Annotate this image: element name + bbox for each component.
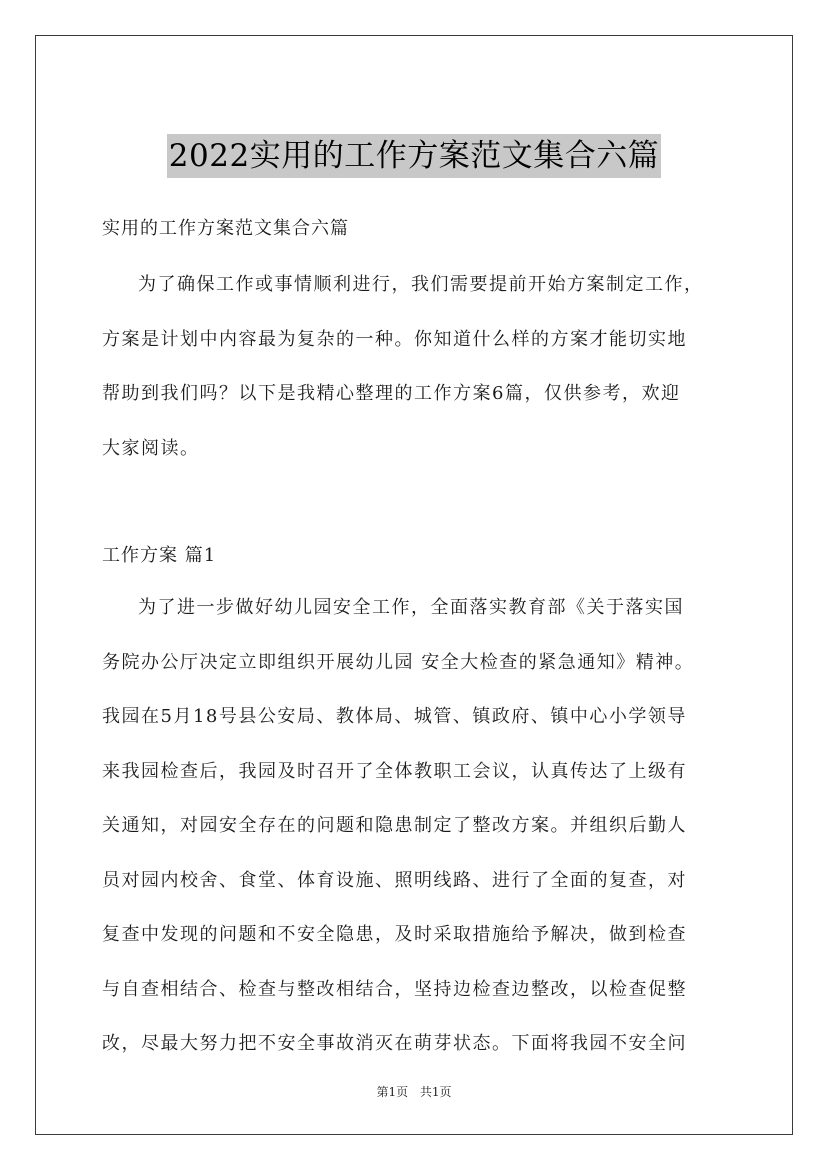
section-line: 我园在5月18号县公安局、教体局、城管、镇政府、镇中心小学领导 <box>102 706 687 727</box>
title-container <box>36 134 792 178</box>
section-paragraph <box>102 581 742 1072</box>
document-title: 2022实用的工作方案范文集合六篇 <box>167 134 661 178</box>
document-subtitle: 实用的工作方案范文集合六篇 <box>102 218 349 239</box>
section-line: 务院办公厅决定立即组织开展幼儿园 安全大检查的紧急通知》精神。 <box>102 651 695 673</box>
section-line: 来我园检查后，我园及时召开了全体教职工会议，认真传达了上级有 <box>102 760 687 782</box>
intro-line: 大家阅读。 <box>102 437 200 459</box>
page-number-current: 第1页 <box>376 1085 409 1099</box>
intro-paragraph <box>102 258 742 476</box>
section-line: 复查中发现的问题和不安全隐患，及时采取措施给予解决，做到检查 <box>102 924 687 945</box>
section-line: 为了进一步做好幼儿园安全工作，全面落实教育部《关于落实国 <box>138 597 684 618</box>
section-line: 改，尽最大努力把不安全事故消灭在萌芽状态。下面将我园不安全问 <box>102 1033 687 1054</box>
intro-line: 为了确保工作或事情顺利进行，我们需要提前开始方案制定工作， <box>138 274 704 295</box>
page-number-total: 共1页 <box>419 1085 452 1099</box>
section-line: 员对园内校舍、食堂、体育设施、照明线路、进行了全面的复查，对 <box>102 869 687 891</box>
section-line: 关通知，对园安全存在的问题和隐患制定了整改方案。并组织后勤人 <box>102 815 687 836</box>
document-page <box>35 35 793 1135</box>
intro-line: 方案是计划中内容最为复杂的一种。你知道什么样的方案才能切实地 <box>102 328 687 350</box>
page-footer <box>36 1084 792 1100</box>
section-line: 与自查相结合、检查与整改相结合，坚持边检查边整改，以检查促整 <box>102 978 687 1000</box>
intro-line: 帮助到我们吗？以下是我精心整理的工作方案6篇，仅供参考，欢迎 <box>102 383 681 404</box>
section-heading: 工作方案 篇1 <box>102 545 217 566</box>
